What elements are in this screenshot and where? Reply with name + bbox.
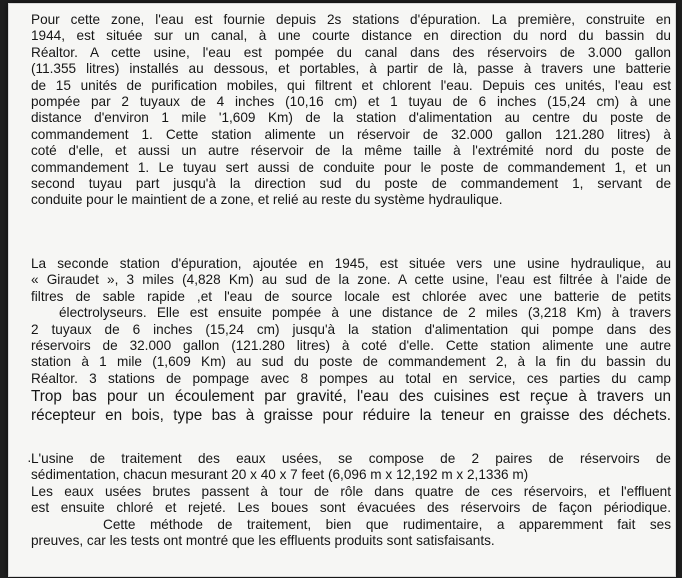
- text-line: (11.355 litres) installés au dessous, et portables, à partir de là, passe à travers une batterie: [31, 61, 671, 77]
- text-line: coté d'elle, et aussi un autre réservoir de la même taille à l'extrémité nord du poste de: [31, 143, 671, 159]
- text-line: La seconde station d'épuration, ajoutée en 1945, est située vers une usine hydraulique, au: [31, 256, 671, 271]
- paragraph-water-station-1: [31, 12, 671, 209]
- text-line: est ensuite chloré et rejeté. Les boues sont évacuées des réservoirs de façon périodique.: [31, 500, 671, 516]
- text-line: Trop bas pour un écoulement par gravité, l'eau des cuisines est reçue à travers un: [31, 388, 671, 406]
- text-line: réservoirs de 32.000 gallon (121.280 litres) à coté d'elle. Cette station alimente une autre: [31, 338, 671, 354]
- text-line: L'usine de traitement des eaux usées, se compose de 2 paires de réservoirs de: [31, 451, 671, 466]
- text-line: distance d'environ 1 mile '1,609 Km) de la station d'alimentation au centre du poste de: [31, 110, 671, 126]
- document-page: [8, 3, 676, 577]
- text-line: 2 tuyaux de 6 inches (15,24 cm) jusqu'à la station d'alimentation qui pompe dans des: [31, 321, 671, 337]
- text-line: preuves, car les tests ont montré que les effluents produits sont satisfaisants.: [31, 533, 495, 549]
- text-line: 1944, est située sur un canal, à une courte distance en direction du nord du bassin du: [31, 28, 671, 44]
- text-line: Les eaux usées brutes passent à tour de rôle dans quatre de ces réservoirs, et l'effluent: [31, 483, 671, 499]
- text-line: commandement 1. Le tuyau sert aussi de conduite pour le poste de commandement 1, et un: [31, 159, 671, 175]
- text-line: Réaltor. A cette usine, l'eau est pompée du canal dans des réservoirs de 3.000 gallon: [31, 44, 671, 60]
- text-line: Cette méthode de traitement, bien que rudimentaire, a apparemment fait ses: [103, 516, 671, 532]
- text-line: conduite pour le maintient de a zone, et relié au reste du système hydraulique.: [31, 192, 503, 208]
- text-line: électrolyseurs. Elle est ensuite pompée à une distance de 2 miles (3,218 Km) à travers: [59, 305, 671, 321]
- text-line: récepteur en bois, type bas à graisse pour réduire la teneur en graisse des déchets.: [31, 407, 671, 425]
- text-line: de 15 unités de purification mobiles, qui filtrent et chlorent l'eau. Depuis ces unités, l'eau est: [31, 77, 671, 93]
- text-line: sédimentation, chacun mesurant 20 x 40 x 7 feet (6,096 m x 12,192 m x 2,1336 m): [31, 467, 529, 483]
- text-line: Réaltor. 3 stations de pompage avec 8 pompes au total en service, ces parties du camp: [31, 370, 671, 386]
- paragraph-sewage-treatment: [27, 451, 671, 549]
- text-line: station à 1 mile (1,609 Km) au sud du poste de commandement 2, à la fin du bassin du: [31, 354, 671, 370]
- text-line: filtres de sable rapide ,et l'eau de source locale est chlorée avec une batterie de petits: [31, 288, 671, 304]
- text-line: « Giraudet », 3 miles (4,828 Km) au sud de la zone. A cette usine, l'eau est filtrée à l'aide de: [31, 272, 671, 288]
- text-line: second tuyau part jusqu'à la direction sud du poste de commandement 1, servant de: [31, 176, 671, 192]
- paragraph-water-station-2: [31, 256, 671, 425]
- text-line: pompée par 2 tuyaux de 4 inches (10,16 cm) et 1 tuyau de 6 inches (15,24 cm) à une: [31, 94, 671, 110]
- text-line: commandement 1. Cette station alimente un réservoir de 32.000 gallon 121.280 litres) à: [31, 126, 671, 142]
- text-line: Pour cette zone, l'eau est fournie depuis 2s stations d'épuration. La première, construite en: [31, 12, 671, 27]
- bullet-mark: ·: [27, 452, 32, 468]
